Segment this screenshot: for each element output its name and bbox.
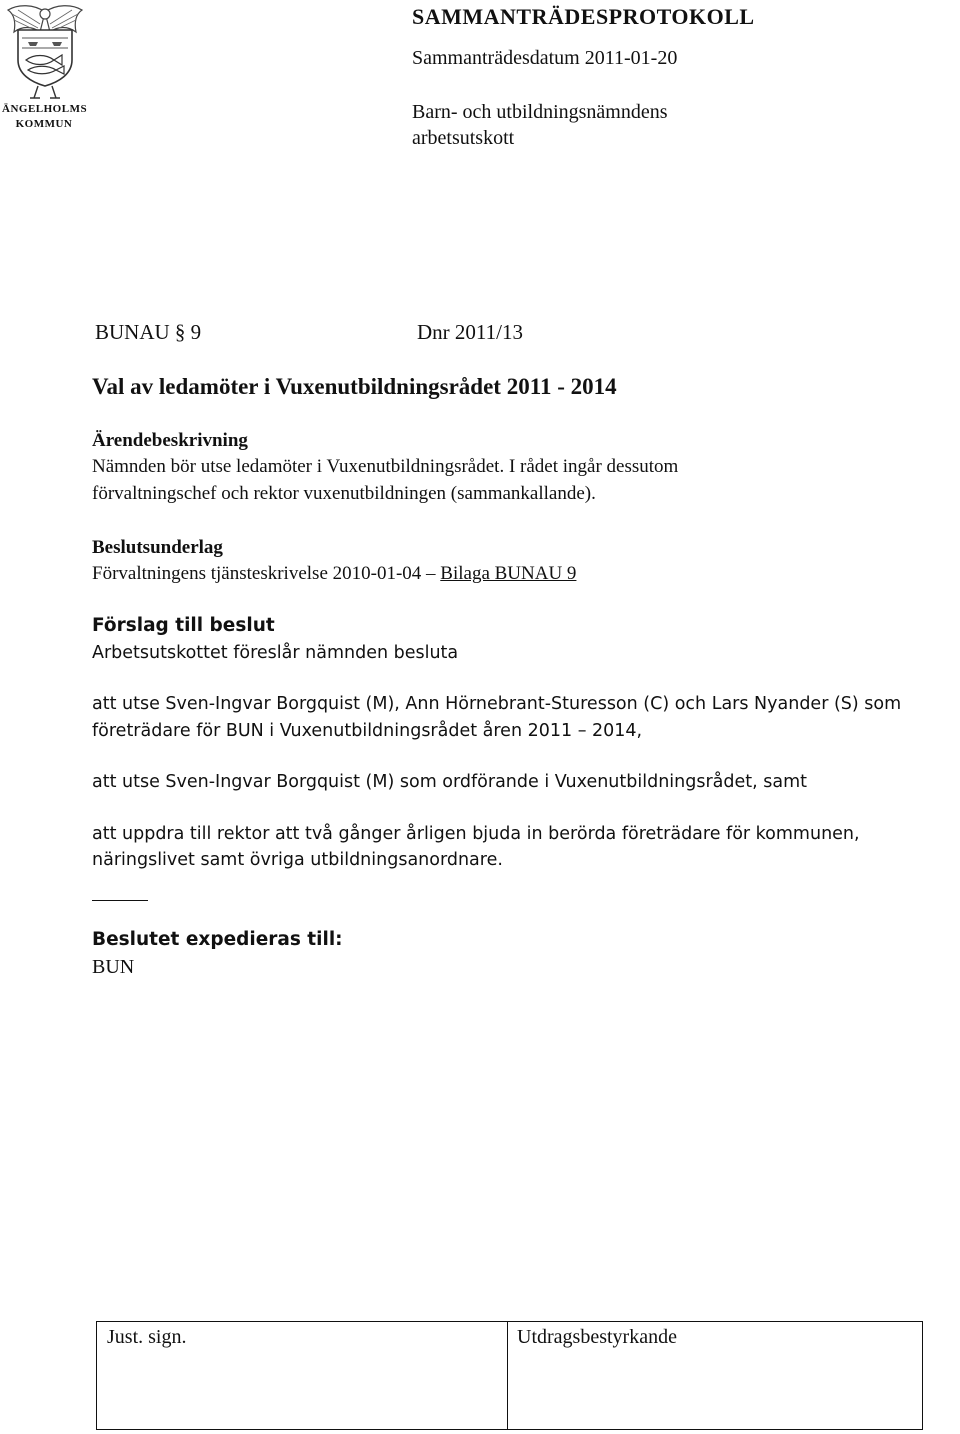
proposal-intro: Arbetsutskottet föreslår nämnden besluta <box>92 643 459 663</box>
municipality-name-line2: KOMMUN <box>15 118 73 130</box>
municipality-name-line1: ÄNGELHOLMS <box>2 103 88 115</box>
proposal-heading: Förslag till beslut <box>92 615 275 636</box>
signature-cell-adjuster[interactable] <box>97 1322 508 1429</box>
diary-number: Dnr 2011/13 <box>417 320 523 344</box>
adjuster-signature-label: Just. sign. <box>107 1326 187 1348</box>
signature-cell-certification[interactable] <box>507 1322 922 1429</box>
decision-basis-heading: Beslutsunderlag <box>92 537 223 558</box>
municipality-crest-logo <box>4 2 86 102</box>
proposal-point3-line2: näringslivet samt övriga utbildningsanordnare. <box>92 850 503 870</box>
item-title: Val av ledamöter i Vuxenutbildningsrådet 2011 - 2014 <box>92 374 617 399</box>
distribution-heading: Beslutet expedieras till: <box>92 929 343 950</box>
case-description-line2: förvaltningschef och rektor vuxenutbildningen (sammankallande). <box>92 483 596 504</box>
committee-name-line1: Barn- och utbildningsnämndens <box>412 101 668 123</box>
document-title: SAMMANTRÄDESPROTOKOLL <box>412 4 755 29</box>
decision-basis-text <box>92 563 576 585</box>
signature-table <box>96 1321 923 1430</box>
paragraph-number: BUNAU § 9 <box>95 320 202 344</box>
proposal-point1-line2: företrädare för BUN i Vuxenutbildningsrådet åren 2011 – 2014, <box>92 721 643 741</box>
meeting-date: Sammanträdesdatum 2011-01-20 <box>412 47 678 69</box>
section-divider <box>92 900 148 901</box>
decision-basis-document: Förvaltningens tjänsteskrivelse 2010-01-04 – <box>92 563 441 584</box>
proposal-point1-line1: att utse Sven-Ingvar Borgquist (M), Ann Hörnebrant-Sturesson (C) och Lars Nyander (S) som <box>92 694 902 714</box>
case-description-heading: Ärendebeskrivning <box>92 430 248 451</box>
attachment-link[interactable]: Bilaga BUNAU 9 <box>440 563 577 584</box>
distribution-recipient: BUN <box>92 956 135 978</box>
committee-name-line2: arbetsutskott <box>412 127 515 149</box>
certification-label: Utdragsbestyrkande <box>517 1326 677 1348</box>
proposal-point3-line1: att uppdra till rektor att två gånger årligen bjuda in berörda företrädare för kommunen, <box>92 824 860 844</box>
proposal-point2: att utse Sven-Ingvar Borgquist (M) som ordförande i Vuxenutbildningsrådet, samt <box>92 772 807 792</box>
case-description-line1: Nämnden bör utse ledamöter i Vuxenutbildningsrådet. I rådet ingår dessutom <box>92 456 679 477</box>
